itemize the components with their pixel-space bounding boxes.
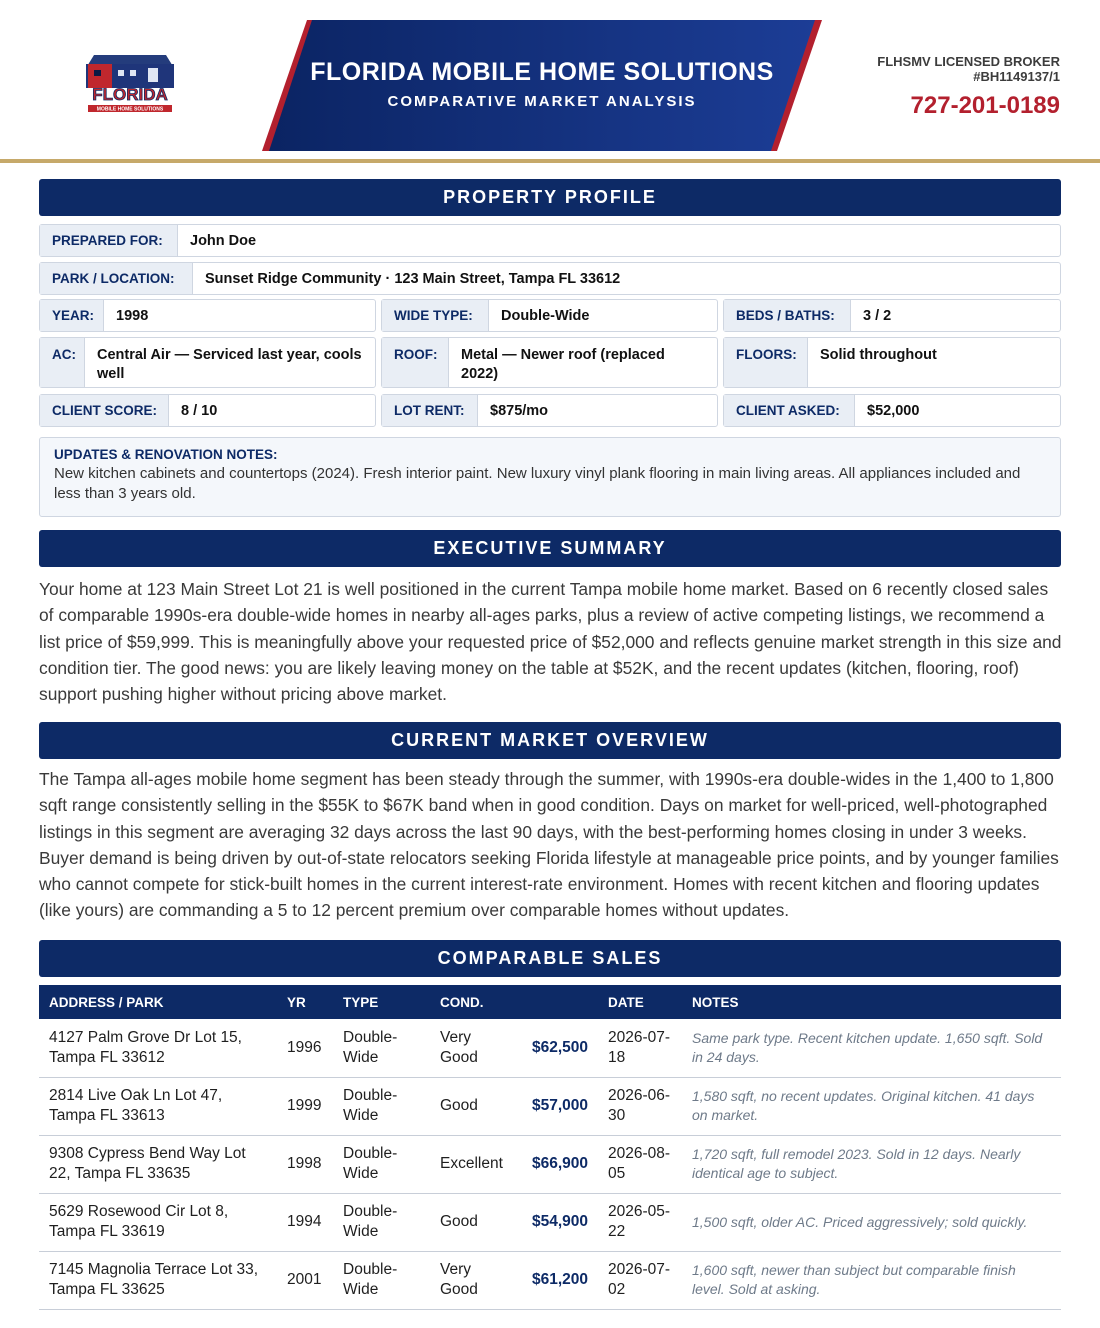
svg-text:FLORIDA: FLORIDA [92,85,168,104]
field-label: BEDS / BATHS: [724,300,851,331]
table-header-row [39,985,1061,1019]
cell-price: $54,900 [520,1193,598,1251]
cell-notes: 1,500 sqft, older AC. Priced aggressively; sold quickly. [682,1193,1061,1251]
table-row [39,1077,1061,1135]
report-title: FLORIDA MOBILE HOME SOLUTIONS [310,58,774,86]
cell-condition: Good [430,1193,520,1251]
field-wide-type [381,299,718,332]
comparable-sales-table [39,985,1061,1310]
cell-date: 2026-05-22 [598,1193,682,1251]
section-market-overview: CURRENT MARKET OVERVIEW [39,722,1061,759]
cell-condition: Good [430,1077,520,1135]
svg-text:MOBILE HOME SOLUTIONS: MOBILE HOME SOLUTIONS [96,106,164,113]
field-value: 8 / 10 [181,403,218,419]
cell-condition: Very Good [430,1251,520,1309]
cell-year: 1994 [277,1193,333,1251]
table-row [39,1019,1061,1077]
field-value: 3 / 2 [863,308,892,324]
field-label: LOT RENT: [382,395,478,426]
field-label: AC: [40,338,85,387]
field-label: YEAR: [40,300,104,331]
field-ac [39,337,376,388]
broker-info [877,54,1060,120]
field-value: Solid throughout [820,347,937,363]
banner-text [262,20,822,151]
table-row [39,1193,1061,1251]
cell-year: 1999 [277,1077,333,1135]
renovation-notes-title: UPDATES & RENOVATION NOTES: [54,447,278,462]
renovation-notes [39,437,1061,517]
col-header-year: YR [277,985,333,1019]
cell-year: 1996 [277,1019,333,1077]
col-header-notes: NOTES [682,985,1061,1019]
field-label: PREPARED FOR: [40,225,178,256]
field-lot-rent [381,394,718,427]
cell-address: 4127 Palm Grove Dr Lot 15, Tampa FL 33612 [39,1019,277,1077]
field-floors [723,337,1061,388]
col-header-address: ADDRESS / PARK [39,985,277,1019]
field-value: Double-Wide [501,308,590,324]
cell-date: 2026-08-05 [598,1135,682,1193]
field-value: 1998 [116,308,149,324]
field-year [39,299,376,332]
field-prepared-for [39,224,1061,257]
section-comparable-sales: COMPARABLE SALES [39,940,1061,977]
cell-condition: Excellent [430,1135,520,1193]
field-value: Central Air — Serviced last year, cools well [97,347,362,382]
executive-summary-text: Your home at 123 Main Street Lot 21 is well positioned in the current Tampa mobile home market. Based on 6 recently closed sales of comparable 1990s-era double-wide homes in nearby all-ages parks, plus a review of active competing listings, we recommend a list price of $59,999. This is meaningfully above your requested price of $52,000 and reflects genuine market strength in this size and condition tier. The good news: you are likely leaving money on the table at $52K, and the recent updates (kitchen, flooring, roof) support pushing higher without pricing above market. [39,579,1062,705]
field-client-score [39,394,376,427]
cell-date: 2026-07-02 [598,1251,682,1309]
cell-type: Double-Wide [333,1077,430,1135]
cell-date: 2026-07-18 [598,1019,682,1077]
renovation-notes-body: New kitchen cabinets and countertops (2024). Fresh interior paint. New luxury vinyl plank flooring in main living areas. All appliances included and less than 3 years old. [54,465,1021,502]
field-label: FLOORS: [724,338,808,387]
cell-price: $57,000 [520,1077,598,1135]
field-label: ROOF: [382,338,449,387]
cell-year: 1998 [277,1135,333,1193]
cell-type: Double-Wide [333,1135,430,1193]
cell-address: 9308 Cypress Bend Way Lot 22, Tampa FL 33635 [39,1135,277,1193]
cell-condition: Very Good [430,1019,520,1077]
field-label: WIDE TYPE: [382,300,489,331]
cell-notes: 1,580 sqft, no recent updates. Original kitchen. 41 days on market. [682,1077,1061,1135]
section-property-profile: PROPERTY PROFILE [39,179,1061,216]
cell-date: 2026-06-30 [598,1077,682,1135]
cell-price: $61,200 [520,1251,598,1309]
col-header-type: TYPE [333,985,430,1019]
col-header-price [520,985,598,1019]
table-row [39,1251,1061,1309]
cell-notes: Same park type. Recent kitchen update. 1,650 sqft. Sold in 24 days. [682,1019,1061,1077]
report-subtitle: COMPARATIVE MARKET ANALYSIS [387,93,697,110]
field-value: $52,000 [867,403,920,419]
field-label: CLIENT SCORE: [40,395,169,426]
cell-price: $66,900 [520,1135,598,1193]
section-executive-summary: EXECUTIVE SUMMARY [39,530,1061,567]
market-overview-text: The Tampa all-ages mobile home segment has been steady through the summer, with 1990s-era double-wides in the 1,400 to 1,800 sqft range consistently selling in the $55K to $67K band when in good condition. Days on market for well-priced, well-photographed listings in this segment are averaging 32 days across the last 90 days, with the best-performing homes closing in under 3 weeks. Buyer demand is being driven by out-of-state relocators seeking Florida lifestyle at manageable price points, and by younger families who cannot compete for stick-built homes in the current interest-rate environment. Homes with recent kitchen and flooring updates (like yours) are commanding a 5 to 12 percent premium over comparable homes without updates. [39,769,1059,921]
cell-notes: 1,600 sqft, newer than subject but comparable finish level. Sold at asking. [682,1251,1061,1309]
cell-address: 5629 Rosewood Cir Lot 8, Tampa FL 33619 [39,1193,277,1251]
table-row [39,1135,1061,1193]
cell-price: $62,500 [520,1019,598,1077]
cell-year: 2001 [277,1251,333,1309]
cell-type: Double-Wide [333,1193,430,1251]
cell-notes: 1,720 sqft, full remodel 2023. Sold in 12 days. Nearly identical age to subject. [682,1135,1061,1193]
florida-logo [74,50,186,116]
cell-address: 2814 Live Oak Ln Lot 47, Tampa FL 33613 [39,1077,277,1135]
col-header-condition: COND. [430,985,520,1019]
field-park-location [39,262,1061,295]
col-header-date: DATE [598,985,682,1019]
field-value: Sunset Ridge Community · 123 Main Street, Tampa FL 33612 [205,271,621,287]
cell-address: 7145 Magnolia Terrace Lot 33, Tampa FL 33625 [39,1251,277,1309]
report-header [0,0,1100,160]
field-label: PARK / LOCATION: [40,263,193,294]
field-client-asked [723,394,1061,427]
cell-type: Double-Wide [333,1251,430,1309]
header-divider [0,159,1100,163]
field-value: Metal — Newer roof (replaced 2022) [461,347,665,382]
field-roof [381,337,718,388]
field-beds-baths [723,299,1061,332]
broker-phone[interactable]: 727-201-0189 [910,92,1060,119]
field-value: $875/mo [490,403,549,419]
broker-license-number: #BH1149137/1 [973,69,1060,84]
broker-license-label: FLHSMV LICENSED BROKER [877,54,1060,69]
field-value: John Doe [190,233,257,249]
cell-type: Double-Wide [333,1019,430,1077]
field-label: CLIENT ASKED: [724,395,855,426]
